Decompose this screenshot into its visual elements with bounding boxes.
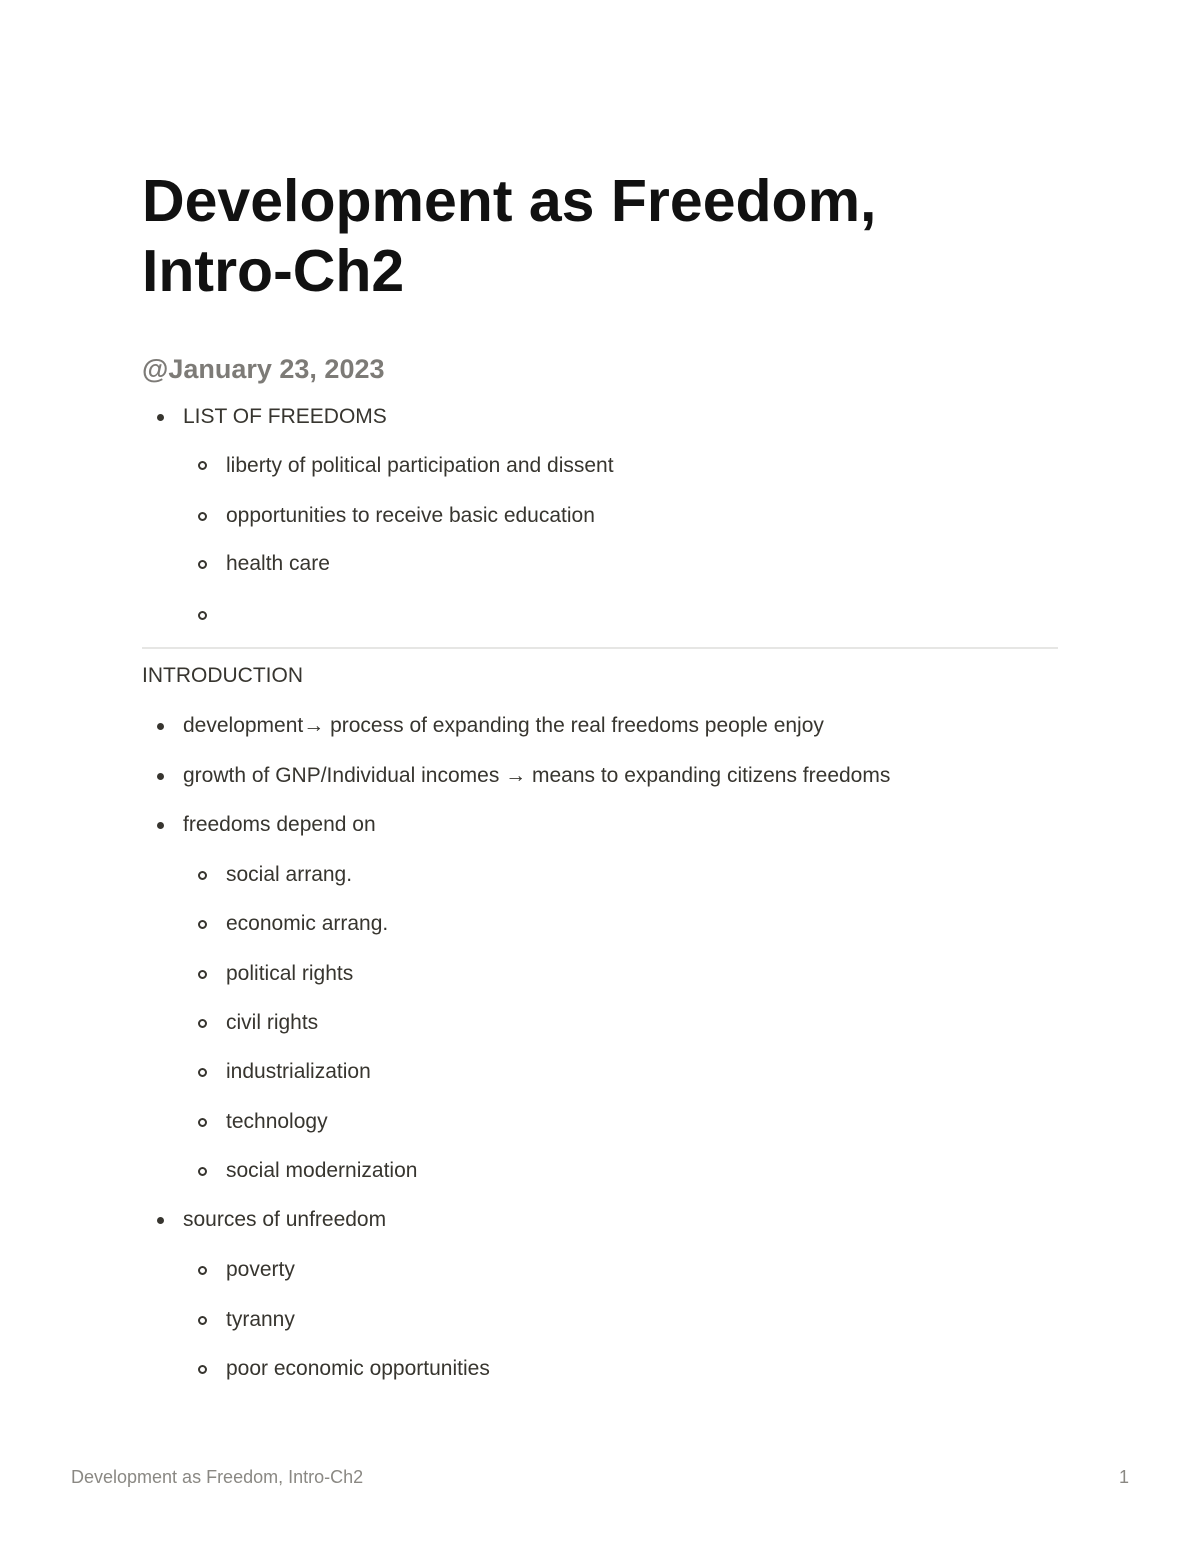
list-item: poor economic opportunities — [226, 1357, 490, 1380]
bullet-circle-icon — [198, 1019, 207, 1028]
bullet-circle-icon — [198, 1068, 207, 1077]
bullet-disc-icon — [157, 1217, 164, 1224]
list-item: civil rights — [226, 1011, 319, 1034]
list-item: development→ process of expanding the real freedoms people enjoy — [183, 714, 824, 737]
list-item: social arrang. — [226, 863, 353, 886]
bullet-circle-icon — [198, 920, 207, 929]
list-item: freedoms depend on — [183, 813, 376, 836]
list-item: industrialization — [226, 1060, 371, 1083]
divider — [142, 647, 1058, 649]
bullet-circle-icon — [198, 461, 207, 470]
bullet-circle-icon — [198, 560, 207, 569]
list-item: health care — [226, 552, 330, 575]
list-item: tyranny — [226, 1308, 295, 1331]
bullet-disc-icon — [157, 773, 164, 780]
list-item: opportunities to receive basic education — [226, 504, 595, 527]
footer-page-number: 1 — [1118, 1467, 1129, 1487]
list-item: technology — [226, 1110, 328, 1133]
bullet-circle-icon — [198, 611, 207, 620]
list-item: economic arrang. — [226, 912, 389, 935]
footer-title: Development as Freedom, Intro-Ch2 — [71, 1467, 364, 1487]
list-item: social modernization — [226, 1159, 418, 1182]
bullet-disc-icon — [157, 723, 164, 730]
bullet-circle-icon — [198, 970, 207, 979]
list-item: poverty — [226, 1258, 295, 1281]
bullet-circle-icon — [198, 871, 207, 880]
list-item: liberty of political participation and dissent — [226, 454, 614, 477]
bullet-circle-icon — [198, 1316, 207, 1325]
list-item: sources of unfreedom — [183, 1208, 387, 1231]
list-item: political rights — [226, 962, 354, 985]
bullet-disc-icon — [157, 822, 164, 829]
bullet-circle-icon — [198, 512, 207, 521]
list-item-heading: LIST OF FREEDOMS — [183, 405, 387, 428]
bullet-circle-icon — [198, 1167, 207, 1176]
bullet-circle-icon — [198, 1365, 207, 1374]
bullet-circle-icon — [198, 1266, 207, 1275]
page-title: Development as Freedom, Intro-Ch2 — [142, 168, 877, 304]
bullet-disc-icon — [157, 414, 164, 421]
list-item: growth of GNP/Individual incomes → means to expanding citizens freedoms — [183, 764, 891, 787]
date-mention[interactable]: @January 23, 2023 — [142, 354, 385, 384]
section-heading-introduction: INTRODUCTION — [142, 664, 303, 687]
bullet-circle-icon — [198, 1118, 207, 1127]
